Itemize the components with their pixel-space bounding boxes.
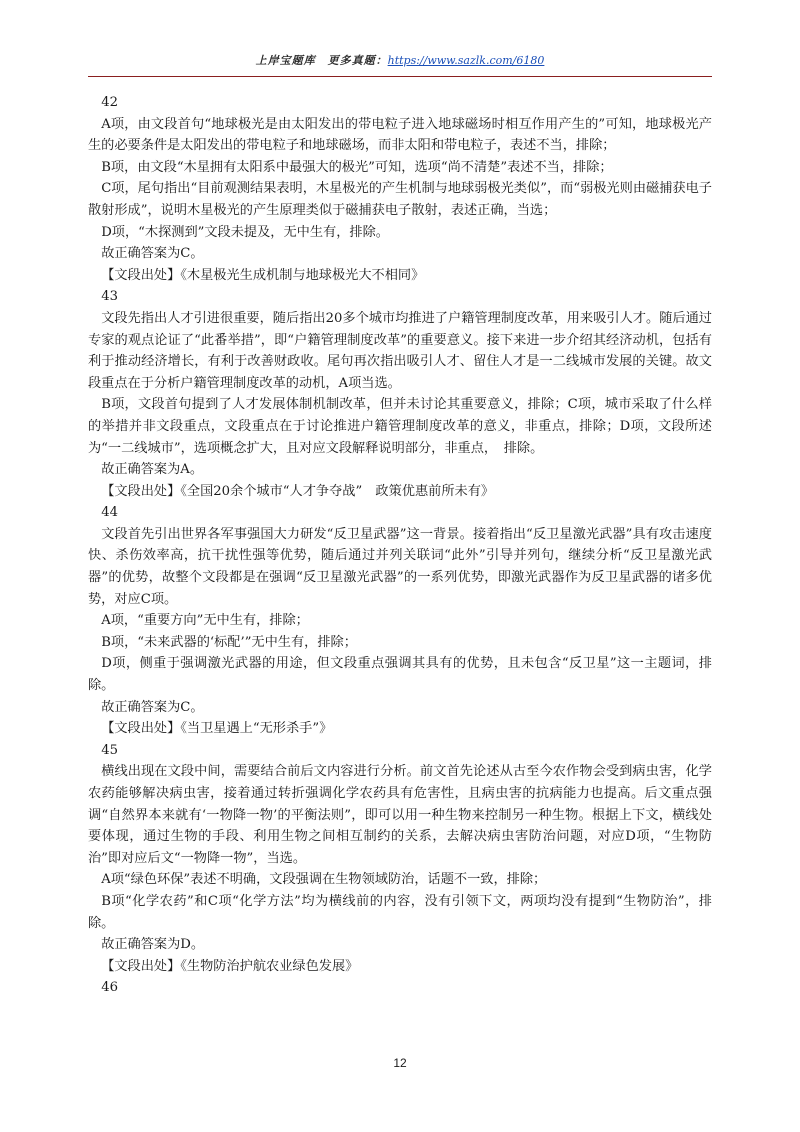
- paragraph: B项“化学农药”和C项“化学方法”均为横线前的内容，没有引领下文，两项均没有提到“生物防治”，排除。: [88, 893, 712, 931]
- header-label: 上岸宝题库 更多真题：: [255, 54, 388, 67]
- header-url-link[interactable]: https://www.sazlk.com/6180: [387, 54, 545, 67]
- page-header: [88, 52, 712, 77]
- question-number: 46: [101, 980, 118, 996]
- paragraph: A项，“重要方向”无中生有，排除；: [101, 613, 309, 629]
- question-number: 45: [101, 742, 118, 758]
- paragraph: 【文段出处】《生物防治护航农业绿色发展》: [101, 958, 359, 974]
- page-number: 12: [393, 1056, 407, 1070]
- paragraph: B项，文段首句提到了人才发展体制机制改革，但并未讨论其重要意义，排除；C项，城市采取了什么样的举措并非文段重点，文段重点在于讨论推进户籍管理制度改革的意义，非重点，排除；D项，文段所述为“一二线城市”，选项概念扩大，且对应文段解释说明部分，非重点， 排除。: [88, 397, 712, 456]
- question-number: 42: [101, 95, 118, 110]
- paragraph: D项，“木探测到”文段未提及，无中生有，排除。: [101, 224, 389, 240]
- paragraph: 文段先指出人才引进很重要，随后指出20多个城市均推进了户籍管理制度改革，用来吸引人才。随后通过专家的观点论证了“此番举措”，即“户籍管理制度改革”的重要意义。接下来进一步介绍其经济动机，包括有利于推动经济增长，有利于改善财政收。尾句再次指出吸引人才、留住人才是一二线城市发展的关键。故文段重点在于分析户籍管理制度改革的动机，A项当选。: [88, 310, 712, 391]
- paragraph: 故正确答案为D。: [101, 937, 205, 953]
- paragraph: 【文段出处】《木星极光生成机制与地球极光大不相同》: [101, 267, 425, 283]
- paragraph: 【文段出处】《全国20余个城市“人才争夺战” 政策优惠前所未有》: [101, 483, 495, 499]
- paragraph: 故正确答案为C。: [101, 246, 204, 262]
- paragraph: A项，由文段首句“地球极光是由太阳发出的带电粒子进入地球磁场时相互作用产生的”可知，地球极光产生的必要条件是太阳发出的带电粒子和地球磁场，而非太阳和带电粒子，表述不当，排除；: [88, 116, 712, 154]
- paragraph: B项，“未来武器的‘标配’”无中生有，排除；: [101, 634, 357, 650]
- paragraph: A项“绿色环保”表述不明确，文段强调在生物领域防治，话题不一致，排除；: [101, 872, 547, 888]
- question-number: 44: [101, 505, 118, 521]
- paragraph: 故正确答案为A。: [101, 462, 204, 478]
- question-number: 43: [101, 289, 118, 305]
- paragraph: 故正确答案为C。: [101, 699, 204, 715]
- paragraph: D项，侧重于强调激光武器的用途，但文段重点强调其具有的优势，且未包含“反卫星”这一主题词，排除。: [88, 656, 712, 694]
- paragraph: 文段首先引出世界各军事强国大力研发“反卫星武器”这一背景。接着指出“反卫星激光武器”具有攻击速度快、杀伤效率高，抗干扰性强等优势，随后通过并列关联词“此外”引导并列句，继续分析“反卫星激光武器”的优势，故整个文段都是在强调“反卫星激光武器”的一系列优势，即激光武器作为反卫星武器的诸多优势，对应C项。: [88, 526, 712, 607]
- paragraph: B项，由文段“木星拥有太阳系中最强大的极光”可知，选项“尚不清楚”表述不当，排除；: [101, 159, 613, 175]
- paragraph: 【文段出处】《当卫星遇上“无形杀手”》: [101, 721, 333, 737]
- paragraph: C项，尾句指出“目前观测结果表明，木星极光的产生机制与地球弱极光类似”，而“弱极光则由磁捕获电子散射形成”，说明木星极光的产生原理类似于磁捕获电子散射，表述正确，当选；: [88, 181, 712, 218]
- paragraph: 横线出现在文段中间，需要结合前后文内容进行分析。前文首先论述从古至今农作物会受到病虫害，化学农药能够解决病虫害，接着通过转折强调化学农药具有危害性，且病虫害的抗病能力也提高。后文重点强调“自然界本来就有‘一物降一物’的平衡法则”，即可以用一种生物来控制另一种生物。根据上下文，横线处要体现，通过生物的手段、利用生物之间相互制约的关系，去解决病虫害防治问题，对应D项，“生物防治”即对应后文“一物降一物”，当选。: [88, 764, 712, 866]
- document-body: [88, 92, 712, 999]
